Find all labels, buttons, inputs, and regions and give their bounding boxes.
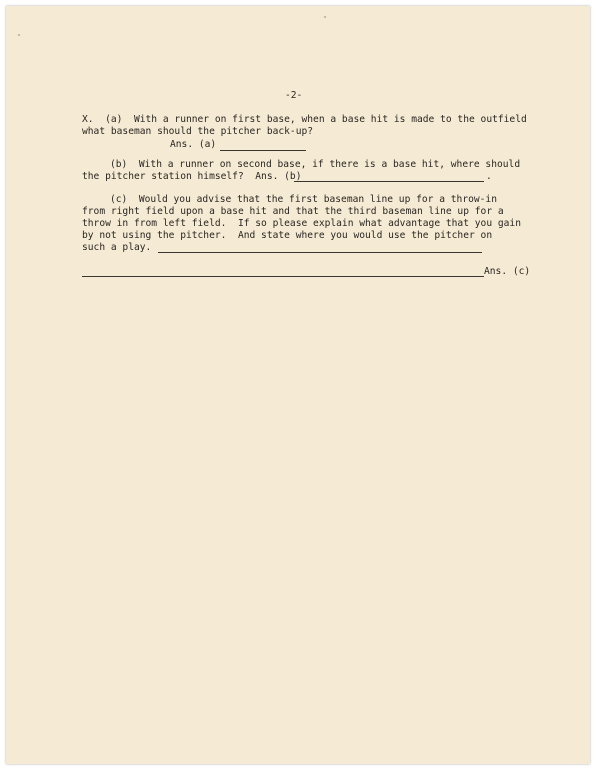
page-number: -2- xyxy=(285,90,303,101)
question-x-c-line-5: such a play. xyxy=(82,242,152,253)
question-x-a-line-2: what baseman should the pitcher back-up? xyxy=(82,126,314,137)
answer-c-line-1[interactable] xyxy=(158,252,482,253)
paper-speck xyxy=(324,16,326,18)
answer-c-label: Ans. (c) xyxy=(484,266,531,277)
question-x-c-line-3: throw in from left field. If so please explain what advantage that you gain xyxy=(82,218,521,229)
question-x-a-line-1: X. (a) With a runner on first base, when a base hit is made to the outfield xyxy=(82,114,527,125)
answer-b-period: . xyxy=(486,171,492,182)
question-x-c-line-4: by not using the pitcher. And state where you would use the pitcher on xyxy=(82,230,493,241)
document-page xyxy=(6,6,590,764)
question-x-b-line-2: the pitcher station himself? Ans. (b) xyxy=(82,171,302,182)
paper-speck xyxy=(18,34,20,36)
answer-b-line[interactable] xyxy=(294,181,484,182)
question-x-c-line-1: (c) Would you advise that the first baseman line up for a throw-in xyxy=(110,194,497,205)
question-x-b-line-1: (b) With a runner on second base, if there is a base hit, where should xyxy=(110,159,521,170)
question-x-c-line-2: from right field upon a base hit and that the third baseman line up for a xyxy=(82,206,504,217)
answer-c-line-2[interactable] xyxy=(82,276,484,277)
answer-a-label: Ans. (a) xyxy=(170,139,217,150)
answer-a-line[interactable] xyxy=(220,150,306,151)
